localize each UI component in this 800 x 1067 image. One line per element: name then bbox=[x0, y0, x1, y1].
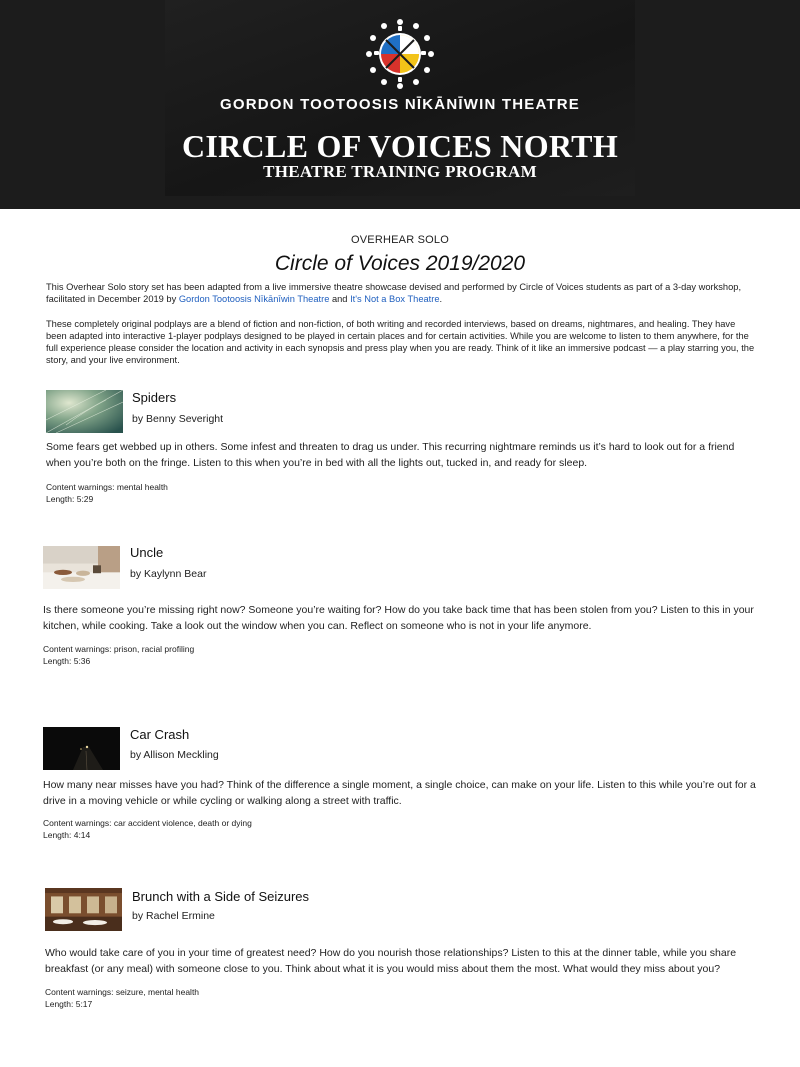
intro-text-and: and bbox=[329, 294, 351, 304]
gordon-tootoosis-link[interactable]: Gordon Tootoosis Nīkānīwin Theatre bbox=[178, 294, 330, 304]
story-length: Length: 5:29 bbox=[46, 494, 94, 504]
intro-paragraph-2: These completely original podplays are a blend of fiction and non-fiction, of both writing and recorded interviews, based on dreams, nightmares, and healing. They have been adapted into interactive 1-player podplays designed to be played in certain places and for certain activities. While you are welcome to listen to them anywhere, for the full experience please consider the location and activity in each synopsis and press play when you are ready. Think of it like an immersive podcast — a play starring you, the story, and your live environment. bbox=[46, 319, 755, 365]
story-author: by Benny Severight bbox=[132, 413, 224, 425]
story-description: Some fears get webbed up in others. Some infest and threaten to drag us under. This recurring nightmare reminds us it’s hard to look out for a friend when you’re both on the fringe. Listen to this when you’re in bed with all the lights out, tucked in, and ready for sleep. bbox=[46, 441, 735, 469]
its-not-a-box-link[interactable]: It's Not a Box Theatre bbox=[350, 294, 440, 304]
story-length: Length: 4:14 bbox=[43, 830, 91, 840]
story-description: Is there someone you’re missing right now? Someone you’re waiting for? How do you take back time that has been stolen from you? Listen to this in your kitchen, while cooking. Take a look out the window when you can. Reflect on someone who is not in your life anymore. bbox=[43, 604, 754, 632]
program-subtitle: THEATRE TRAINING PROGRAM bbox=[263, 162, 537, 181]
restaurant-photo-icon[interactable] bbox=[45, 888, 122, 931]
intro-paragraph-1 bbox=[46, 281, 758, 305]
story-description: Who would take care of you in your time of greatest need? How do you nourish those relationships? Listen to this at the dinner table, while you share breakfast (or any meal) with someone close to you. Think about what it is you would miss about them the most. What would they miss about you? bbox=[45, 947, 737, 975]
story-title[interactable]: Car Crash bbox=[130, 727, 190, 742]
org-name: GORDON TOOTOOSIS NĪKĀNĪWIN THEATRE bbox=[220, 96, 580, 113]
header-banner bbox=[0, 0, 800, 209]
story-title[interactable]: Brunch with a Side of Seizures bbox=[132, 889, 310, 904]
program-title: CIRCLE OF VOICES NORTH bbox=[181, 128, 619, 164]
page-title: Circle of Voices 2019/2020 bbox=[274, 252, 526, 275]
intro-text: This Overhear Solo story set has been adapted from a live immersive theatre showcase devised and performed by Circle of Voices students as part of a 3-day workshop, facilitated in December 2019 by bbox=[46, 282, 742, 304]
kitchen-photo-icon[interactable] bbox=[43, 546, 120, 589]
night-road-photo-icon[interactable] bbox=[43, 727, 120, 770]
content-warnings: Content warnings: car accident violence, death or dying bbox=[43, 818, 252, 828]
story-description: How many near misses have you had? Think of the difference a single moment, a single choice, can make on your life. Listen to this while you’re out for a drive in a moving vehicle or while cycling or walking along a street with traffic. bbox=[43, 779, 756, 807]
medicine-wheel-logo-icon bbox=[364, 18, 436, 90]
content-warnings: Content warnings: seizure, mental health bbox=[45, 987, 200, 997]
content-warnings: Content warnings: prison, racial profiling bbox=[43, 644, 195, 654]
page-eyebrow: OVERHEAR SOLO bbox=[351, 234, 449, 246]
story-author: by Allison Meckling bbox=[130, 749, 219, 761]
story-author: by Rachel Ermine bbox=[132, 910, 215, 922]
content-warnings: Content warnings: mental health bbox=[46, 482, 168, 492]
story-length: Length: 5:36 bbox=[43, 656, 91, 666]
story-length: Length: 5:17 bbox=[45, 999, 93, 1009]
story-title[interactable]: Uncle bbox=[130, 545, 164, 560]
spiderweb-photo-icon[interactable] bbox=[46, 390, 123, 433]
intro-text-end: . bbox=[439, 294, 443, 304]
story-author: by Kaylynn Bear bbox=[130, 568, 207, 580]
story-title[interactable]: Spiders bbox=[132, 390, 177, 405]
